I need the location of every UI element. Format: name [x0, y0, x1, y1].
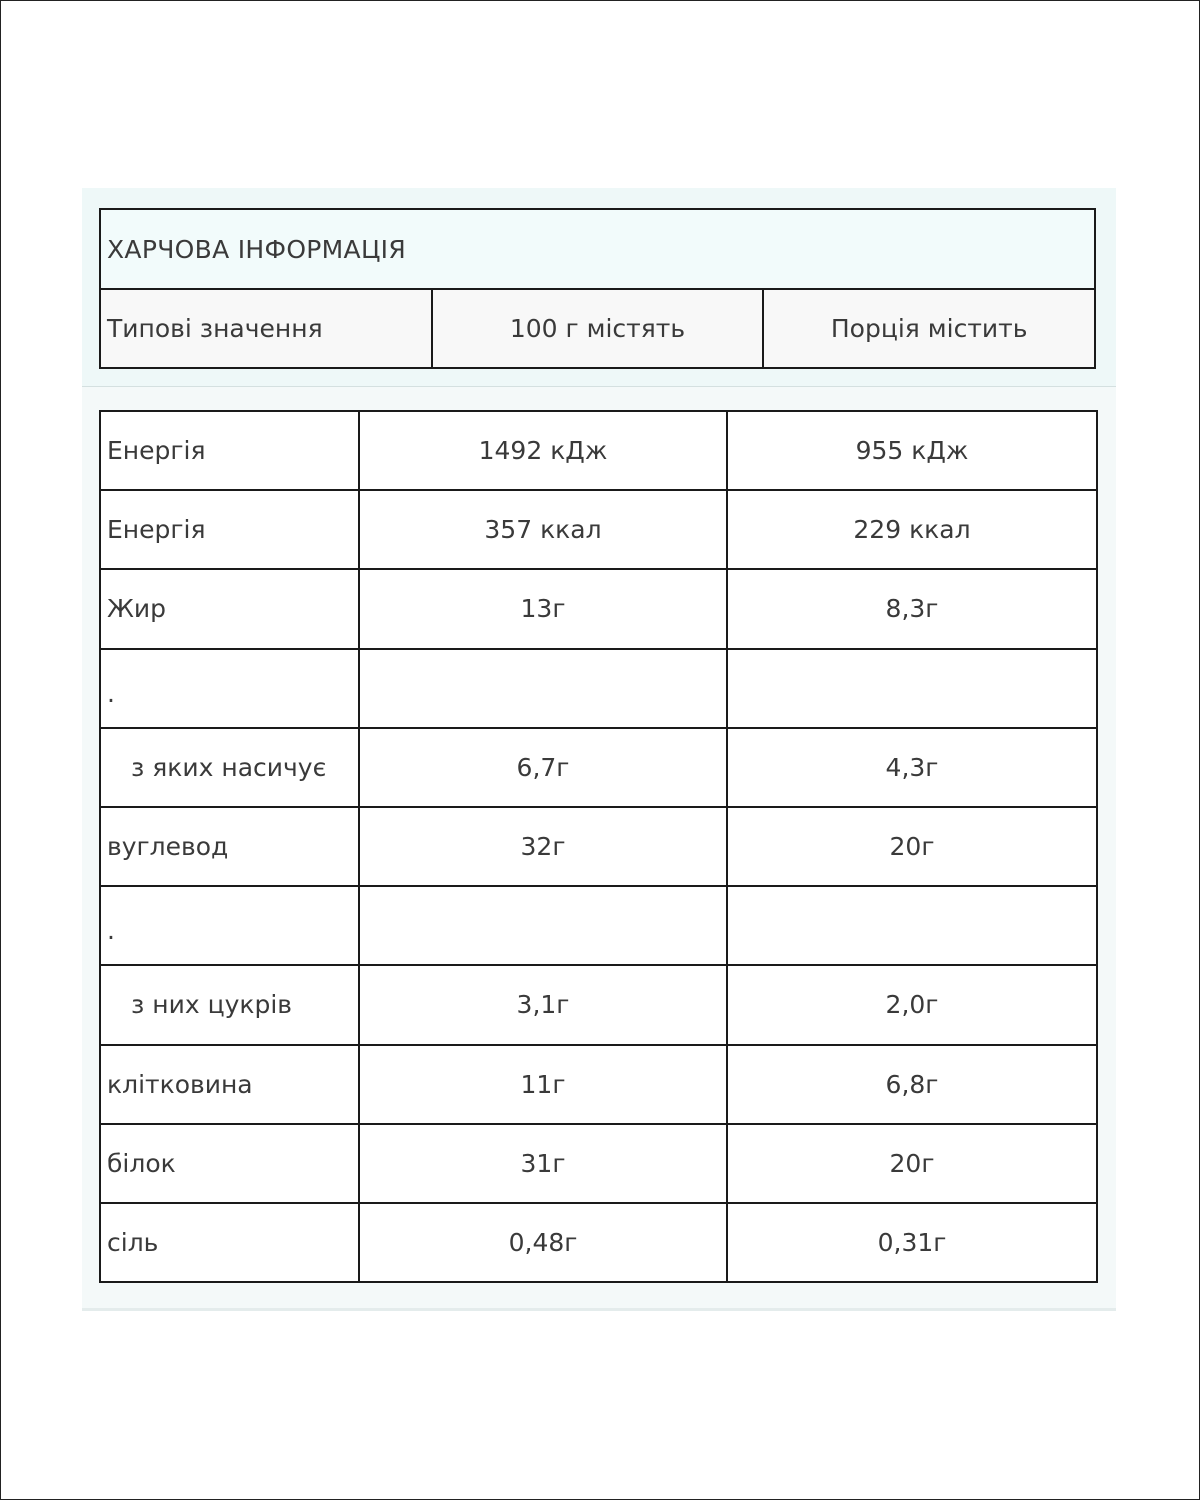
table-row: [100, 569, 1097, 648]
row-value-per-portion: 955 кДж: [727, 411, 1097, 490]
table-row: [100, 649, 1097, 728]
row-label: з них цукрів: [100, 965, 359, 1044]
row-value-per-portion: 8,3г: [727, 569, 1097, 648]
row-value-per-portion: 20г: [727, 807, 1097, 886]
row-label: Жир: [100, 569, 359, 648]
row-value-per-portion: [727, 649, 1097, 728]
table-row: [100, 728, 1097, 807]
column-header-label: Типові значення: [100, 289, 432, 368]
row-value-per-100g: 3,1г: [359, 965, 727, 1044]
title-row: [100, 209, 1095, 289]
row-value-per-portion: 229 ккал: [727, 490, 1097, 569]
row-value-per-100g: [359, 649, 727, 728]
column-header-row: [100, 289, 1095, 368]
row-value-per-100g: 0,48г: [359, 1203, 727, 1282]
row-label: Енергія: [100, 411, 359, 490]
row-value-per-100g: 32г: [359, 807, 727, 886]
row-label: .: [100, 649, 359, 728]
row-value-per-100g: 11г: [359, 1045, 727, 1124]
row-value-per-portion: 0,31г: [727, 1203, 1097, 1282]
row-label: Енергія: [100, 490, 359, 569]
table-row: [100, 965, 1097, 1044]
row-value-per-100g: 1492 кДж: [359, 411, 727, 490]
column-header-per-portion: Порція містить: [763, 289, 1095, 368]
row-value-per-100g: [359, 886, 727, 965]
table-row: [100, 807, 1097, 886]
row-label: .: [100, 886, 359, 965]
table-title: ХАРЧОВА ІНФОРМАЦІЯ: [100, 209, 1095, 289]
column-header-per-100g: 100 г містять: [432, 289, 764, 368]
row-value-per-100g: 31г: [359, 1124, 727, 1203]
nutrition-values-table: [99, 410, 1098, 1283]
table-row: [100, 1124, 1097, 1203]
row-label: білок: [100, 1124, 359, 1203]
row-value-per-portion: 6,8г: [727, 1045, 1097, 1124]
table-row: [100, 490, 1097, 569]
row-value-per-100g: 357 ккал: [359, 490, 727, 569]
row-value-per-100g: 6,7г: [359, 728, 727, 807]
row-label: вуглевод: [100, 807, 359, 886]
row-label: з яких насичує: [100, 728, 359, 807]
nutrition-header-table: [99, 208, 1096, 369]
table-row: [100, 1203, 1097, 1282]
table-row: [100, 1045, 1097, 1124]
row-value-per-portion: 20г: [727, 1124, 1097, 1203]
table-row: [100, 411, 1097, 490]
row-value-per-portion: [727, 886, 1097, 965]
row-label: клітковина: [100, 1045, 359, 1124]
table-row: [100, 886, 1097, 965]
row-value-per-portion: 4,3г: [727, 728, 1097, 807]
row-value-per-100g: 13г: [359, 569, 727, 648]
row-value-per-portion: 2,0г: [727, 965, 1097, 1044]
row-label: сіль: [100, 1203, 359, 1282]
